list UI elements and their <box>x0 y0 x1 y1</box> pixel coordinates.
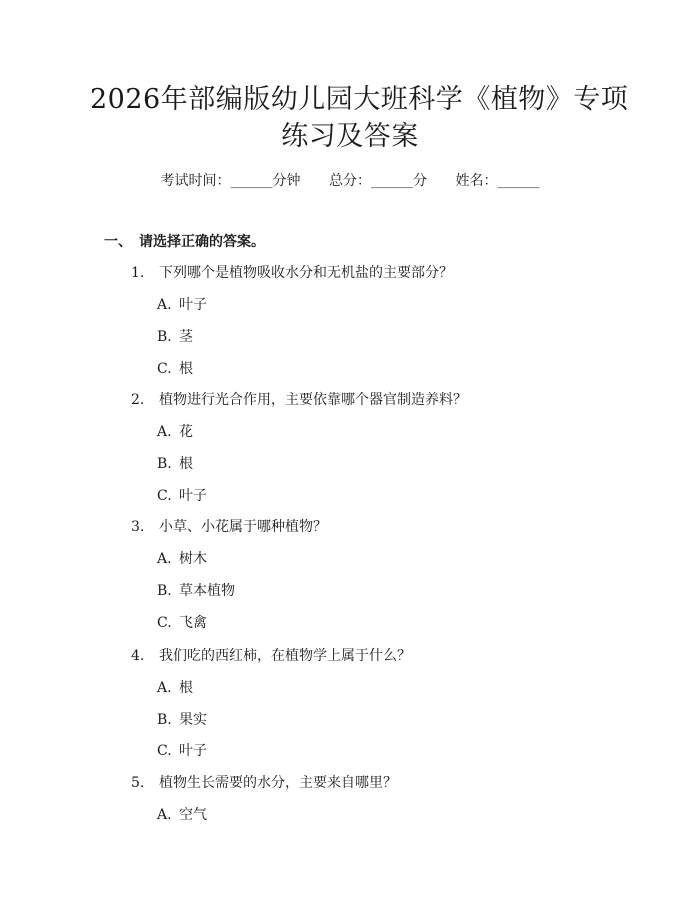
answer-option <box>157 709 207 729</box>
answer-option <box>157 740 207 760</box>
option-label: A. <box>157 551 172 567</box>
section-number: 一、 <box>104 234 132 250</box>
answer-option <box>157 358 193 378</box>
exam-time-unit: 分钟 <box>272 173 301 189</box>
answer-option <box>157 294 207 314</box>
question-item <box>131 389 467 409</box>
option-label: C. <box>157 743 172 759</box>
question-item <box>131 772 397 792</box>
question-text: 植物进行光合作用，主要依靠哪个器官制造养料？ <box>159 392 467 408</box>
question-text: 植物生长需要的水分，主要来自哪里？ <box>159 775 397 791</box>
question-text: 下列哪个是植物吸收水分和无机盐的主要部分？ <box>159 265 453 281</box>
question-text: 我们吃的西红柿，在植物学上属于什么？ <box>159 648 411 664</box>
answer-option <box>157 804 207 824</box>
option-label: B. <box>157 712 172 728</box>
option-text: 果实 <box>179 712 207 728</box>
option-label: A. <box>157 680 172 696</box>
question-number: 3. <box>131 519 145 535</box>
option-label: A. <box>157 424 172 440</box>
student-name-label: 姓名： <box>455 173 498 189</box>
exam-time-label: 考试时间： <box>160 173 231 189</box>
section-title: 请选择正确的答案。 <box>139 234 265 250</box>
option-label: B. <box>157 456 172 472</box>
answer-option <box>157 677 193 697</box>
student-name-field <box>455 173 539 189</box>
answer-option <box>157 548 207 568</box>
option-label: C. <box>157 615 172 631</box>
question-number: 1. <box>131 265 145 281</box>
total-score-field <box>329 173 431 189</box>
total-score-label: 总分： <box>329 173 371 189</box>
document-title-line-2: 练习及答案 <box>281 121 419 152</box>
option-text: 草本植物 <box>179 583 235 599</box>
option-text: 叶子 <box>179 743 207 759</box>
option-text: 空气 <box>179 807 207 823</box>
option-text: 树木 <box>179 551 207 567</box>
option-label: C. <box>157 488 172 504</box>
option-label: B. <box>157 329 172 345</box>
answer-option <box>157 326 193 346</box>
option-text: 根 <box>179 456 193 472</box>
option-text: 根 <box>179 361 193 377</box>
question-item <box>131 516 327 536</box>
option-text: 叶子 <box>179 297 207 313</box>
option-label: B. <box>157 583 172 599</box>
question-text: 小草、小花属于哪种植物？ <box>159 519 327 535</box>
option-text: 花 <box>179 424 193 440</box>
option-label: A. <box>157 297 172 313</box>
section-heading <box>104 231 265 251</box>
exam-info-line <box>0 170 700 190</box>
answer-option <box>157 421 193 441</box>
question-number: 4. <box>131 648 145 664</box>
total-score-unit: 分 <box>413 173 427 189</box>
answer-option <box>157 485 207 505</box>
option-label: A. <box>157 807 172 823</box>
question-number: 2. <box>131 392 145 408</box>
option-text: 叶子 <box>179 488 207 504</box>
option-label: C. <box>157 361 172 377</box>
exam-time-blank: ______ <box>230 173 273 189</box>
answer-option <box>157 580 235 600</box>
option-text: 根 <box>179 680 193 696</box>
option-text: 飞禽 <box>179 615 207 631</box>
question-item <box>131 645 411 665</box>
exam-time-field <box>161 173 305 189</box>
answer-option <box>157 453 193 473</box>
total-score-blank: ______ <box>371 173 413 189</box>
question-number: 5. <box>131 775 145 791</box>
document-title-line-1: 2026年部编版幼儿园大班科学《植物》专项 <box>90 84 629 115</box>
answer-option <box>157 612 207 632</box>
student-name-blank: ______ <box>497 173 540 189</box>
question-item <box>131 262 453 282</box>
option-text: 茎 <box>179 329 193 345</box>
